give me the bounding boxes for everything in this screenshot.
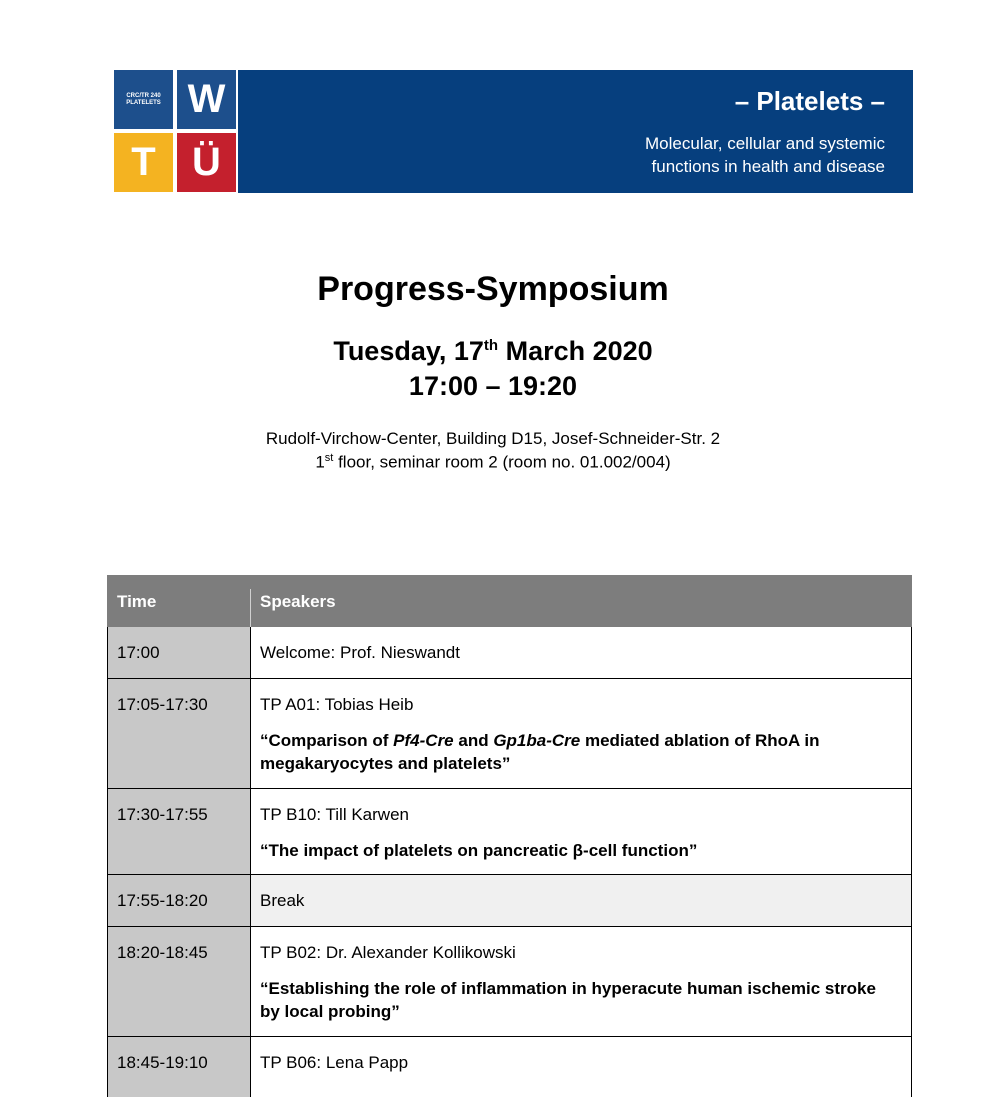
logo-crc-cell <box>114 70 173 129</box>
date-suffix: March 2020 <box>498 336 653 366</box>
row-speaker: TP A01: Tobias Heib <box>260 695 414 714</box>
row-time: 17:30-17:55 <box>117 805 208 824</box>
logo-crc-line2: PLATELETS <box>126 99 161 106</box>
page-title: Progress-Symposium <box>317 270 669 308</box>
row-time: 18:20-18:45 <box>117 943 208 962</box>
talk-part: and <box>453 731 494 750</box>
talk-title <box>260 729 899 775</box>
table-row <box>107 1037 912 1097</box>
talk-part: “Comparison of <box>260 731 394 750</box>
row-time: 18:45-19:10 <box>117 1053 208 1072</box>
table-row <box>107 789 912 875</box>
row-speaker: TP B10: Till Karwen <box>260 805 409 824</box>
header-time: Time <box>117 592 157 611</box>
talk-part: mediated ablation of RhoA in megakaryocytes and platelets” <box>260 731 820 773</box>
address-line2 <box>0 452 986 473</box>
address-line1: Rudolf-Virchow-Center, Building D15, Josef-Schneider-Str. 2 <box>265 429 721 448</box>
address-floor-num: 1 <box>315 452 325 472</box>
table-row <box>107 627 912 679</box>
banner-title: – Platelets – <box>734 86 885 116</box>
logo-w-cell: W <box>177 70 236 129</box>
logo-t-cell: T <box>114 133 173 192</box>
address-room: floor, seminar room 2 (room no. 01.002/004) <box>333 452 671 472</box>
banner-subtitle-line1: Molecular, cellular and systemic <box>645 134 885 153</box>
date-sup: th <box>483 337 499 354</box>
logo-u-cell: Ü <box>177 133 236 192</box>
table-header <box>107 575 912 627</box>
header-speakers: Speakers <box>260 592 336 611</box>
date-prefix: Tuesday, 17 <box>333 336 484 366</box>
table-row <box>107 927 912 1037</box>
row-speaker: Welcome: Prof. Nieswandt <box>260 643 460 662</box>
schedule-table <box>107 575 912 1097</box>
row-time: 17:00 <box>117 643 160 662</box>
event-date <box>0 336 986 367</box>
talk-part-italic: Gp1ba-Cre <box>493 731 581 750</box>
row-speaker: Break <box>260 891 305 910</box>
row-time: 17:55-18:20 <box>117 891 208 910</box>
table-row <box>107 679 912 789</box>
header-divider <box>250 589 251 627</box>
row-speaker: TP B02: Dr. Alexander Kollikowski <box>260 943 516 962</box>
event-time: 17:00 – 19:20 <box>408 371 578 401</box>
row-speaker: TP B06: Lena Papp <box>260 1053 409 1072</box>
logo-crc-line1: CRC/TR 240 <box>126 92 161 99</box>
banner-subtitle-line2: functions in health and disease <box>651 157 885 176</box>
address-floor-sup: st <box>324 452 334 464</box>
talk-title: “The impact of platelets on pancreatic β-cell function” <box>260 841 698 860</box>
banner-band <box>238 70 913 193</box>
row-time: 17:05-17:30 <box>117 695 208 714</box>
header-banner <box>114 70 913 193</box>
table-row-break <box>107 875 912 927</box>
talk-part-italic: Pf4-Cre <box>393 731 454 750</box>
talk-title: “Establishing the role of inflammation in hyperacute human ischemic stroke by local probing” <box>260 979 876 1021</box>
crc-logo <box>114 70 238 193</box>
